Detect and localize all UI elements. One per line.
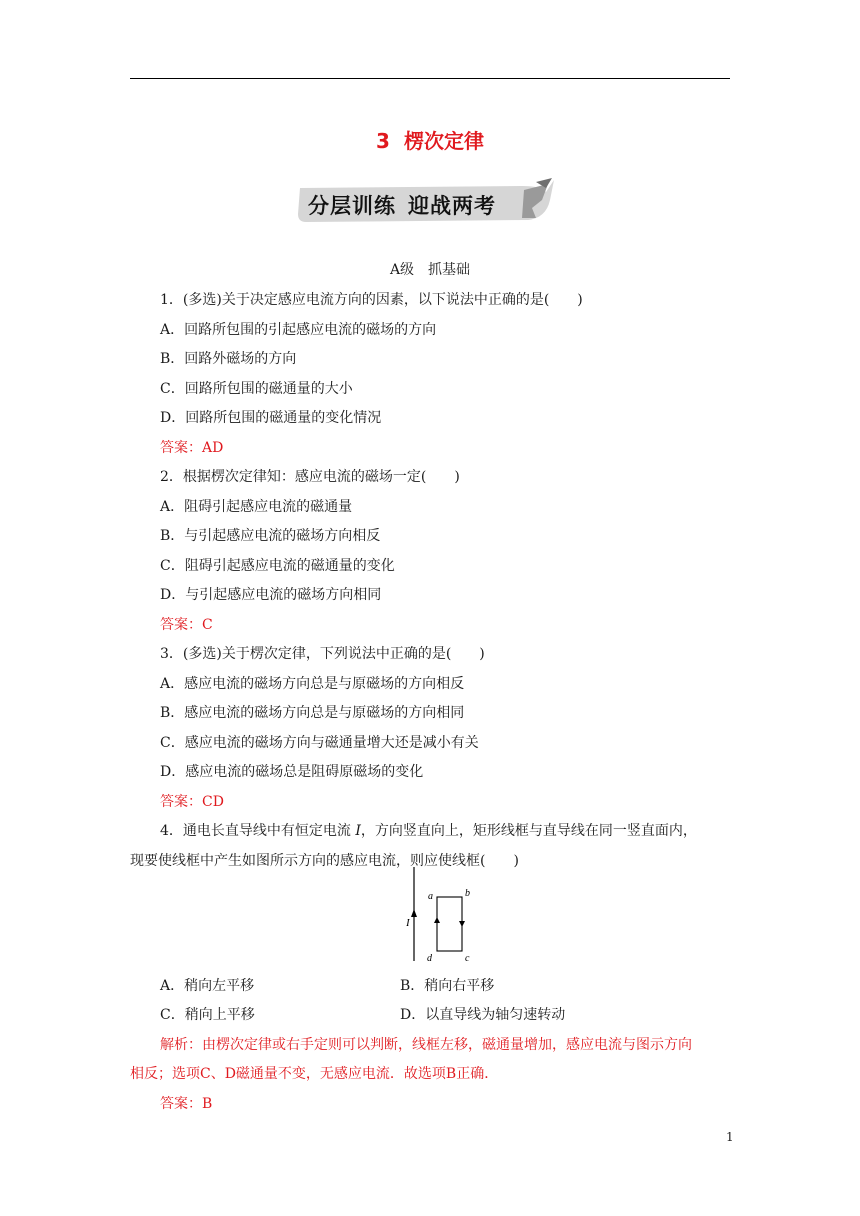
solution xyxy=(160,1034,692,1054)
label-a: a xyxy=(428,891,433,902)
level-heading: A级 抓基础 xyxy=(389,262,471,278)
title-number: 3 xyxy=(376,129,390,153)
header-rule xyxy=(130,78,730,79)
banner-right-text: 迎战两考 xyxy=(408,194,496,218)
answer xyxy=(160,791,224,811)
answer-label: 答案： xyxy=(160,1096,202,1112)
option: D．感应电流的磁场总是阻碍原磁场的变化 xyxy=(160,764,424,780)
option: D．与引起感应电流的磁场方向相同 xyxy=(160,587,382,603)
question-stem: 2．根据楞次定律知：感应电流的磁场一定( ) xyxy=(160,469,460,485)
option: C．回路所包围的磁通量的大小 xyxy=(160,381,353,397)
banner-left-text: 分层训练 xyxy=(308,194,396,218)
answer-value: AD xyxy=(202,440,224,456)
solution-label: 解析： xyxy=(160,1037,202,1053)
answer-label: 答案： xyxy=(160,440,202,456)
page-title xyxy=(0,125,860,154)
option: B．感应电流的磁场方向总是与原磁场的方向相同 xyxy=(160,705,465,721)
question-stem-continued: 现要使线框中产生如图所示方向的感应电流，则应使线框( ) xyxy=(130,853,519,869)
option: A．稍向左平移 xyxy=(160,978,255,994)
answer-label: 答案： xyxy=(160,794,202,810)
label-b: b xyxy=(465,888,470,899)
stem-text: ，方向竖直向上，矩形线框与直导线在同一竖直面内， xyxy=(360,823,697,839)
loop-arrow-down-icon xyxy=(459,921,465,927)
rectangular-loop xyxy=(437,897,462,951)
option: C．稍向上平移 xyxy=(160,1007,255,1023)
wire-loop-figure xyxy=(406,865,482,964)
answer-value: C xyxy=(202,617,213,633)
option: D．回路所包围的磁通量的变化情况 xyxy=(160,410,382,426)
answer-value: B xyxy=(202,1096,213,1112)
title-text: 楞次定律 xyxy=(403,129,484,153)
answer-label: 答案： xyxy=(160,617,202,633)
loop-arrow-up-icon xyxy=(434,917,440,923)
option: B．与引起感应电流的磁场方向相反 xyxy=(160,528,381,544)
option: A．感应电流的磁场方向总是与原磁场的方向相反 xyxy=(160,676,465,692)
option: B．回路外磁场的方向 xyxy=(160,351,297,367)
solution-continued: 相反；选项C、D磁通量不变，无感应电流．故选项B正确． xyxy=(130,1066,499,1082)
current-arrow-icon xyxy=(411,909,417,917)
current-symbol: I xyxy=(355,823,361,839)
question-stem: 1．(多选)关于决定感应电流方向的因素，以下说法中正确的是( ) xyxy=(160,292,583,308)
option: B．稍向右平移 xyxy=(400,978,495,994)
label-current: I xyxy=(406,917,410,929)
answer xyxy=(160,437,223,457)
page-number: 1 xyxy=(726,1130,734,1144)
question-stem xyxy=(160,820,697,840)
option: D．以直导线为轴匀速转动 xyxy=(400,1007,566,1023)
label-c: c xyxy=(465,953,470,964)
option: A．回路所包围的引起感应电流的磁场的方向 xyxy=(160,322,437,338)
question-stem: 3．(多选)关于楞次定律，下列说法中正确的是( ) xyxy=(160,646,485,662)
section-banner xyxy=(296,178,558,228)
solution-text: 由楞次定律或右手定则可以判断，线框左移，磁通量增加，感应电流与图示方向 xyxy=(202,1037,692,1053)
answer xyxy=(160,1093,212,1113)
label-d: d xyxy=(427,953,432,964)
option: C．阻碍引起感应电流的磁通量的变化 xyxy=(160,558,395,574)
option: C．感应电流的磁场方向与磁通量增大还是减小有关 xyxy=(160,735,479,751)
stem-text: 4．通电长直导线中有恒定电流 xyxy=(160,823,356,839)
answer xyxy=(160,614,213,634)
answer-value: CD xyxy=(202,794,224,810)
option: A．阻碍引起感应电流的磁通量 xyxy=(160,499,353,515)
